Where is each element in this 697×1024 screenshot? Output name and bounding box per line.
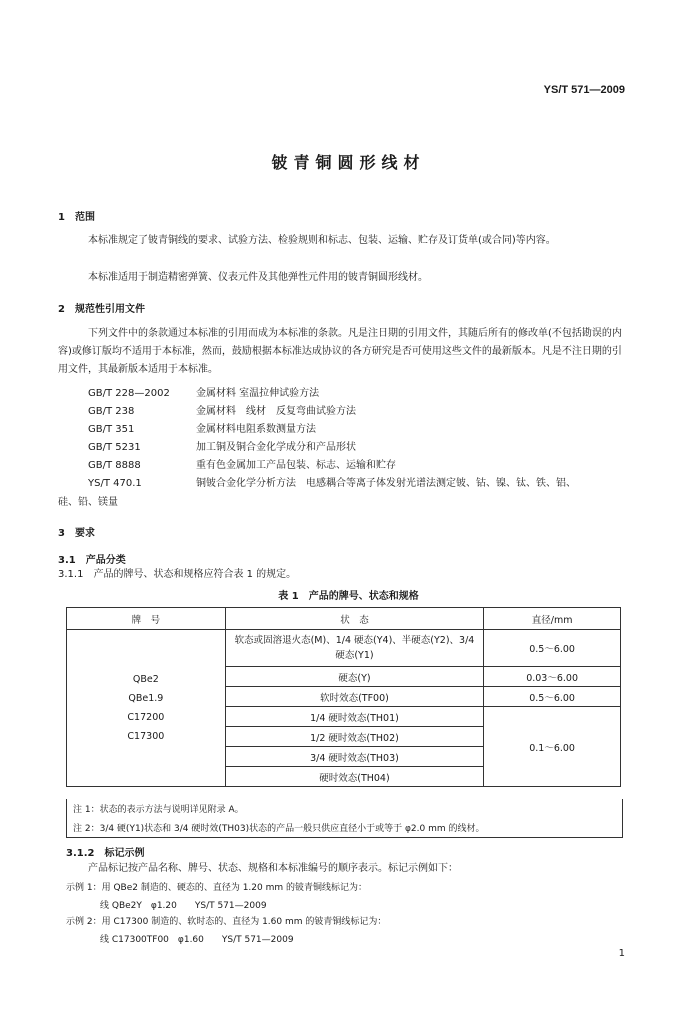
state-cell: 3/4 硬时效态(TH03) (225, 747, 484, 767)
page-title: 铍青铜圆形线材 (271, 153, 426, 172)
example-2: 示例 2：用 C17300 制造的、软时态的、直径为 1.60 mm 的铍青铜线标记为： (66, 917, 387, 927)
reference-name: 加工铜及铜合金化学成分和产品形状 (196, 442, 356, 453)
reference-name: 金属材料 线材 反复弯曲试验方法 (196, 406, 356, 417)
table-note-1: 注 1：状态的表示方法与说明详见附录 A。 (73, 805, 244, 815)
table-row (67, 630, 621, 667)
section-heading-requirements: 3 要求 (58, 528, 95, 539)
reference-code: GB/T 5231 (88, 442, 141, 453)
table-header-row (67, 608, 621, 630)
diameter-cell: 0.03～6.00 (484, 667, 621, 687)
reference-code: GB/T 238 (88, 406, 135, 417)
scope-paragraph-1: 本标准规定了铍青铜线的要求、试验方法、检验规则和标志、包装、运输、贮存及订货单(或合同)等内容。 (88, 235, 556, 246)
section-heading-scope: 1 范围 (58, 212, 95, 223)
subsection-heading-classification: 3.1 产品分类 (58, 555, 126, 566)
reference-name: 重有色金属加工产品包装、标志、运输和贮存 (196, 460, 396, 471)
section-heading-references: 2 规范性引用文件 (58, 304, 145, 315)
subsection-text-3-1-1: 3.1.1 产品的牌号、状态和规格应符合表 1 的规定。 (58, 569, 297, 580)
reference-item (88, 420, 316, 435)
reference-name: 铜铍合金化学分析方法 电感耦合等离子体发射光谱法测定铍、钴、镍、钛、铁、铝、 (196, 478, 576, 489)
state-cell: 1/2 硬时效态(TH02) (225, 727, 484, 747)
diameter-cell: 0.5～6.00 (484, 687, 621, 707)
subsection-heading-marking: 3.1.2 标记示例 (66, 848, 145, 859)
reference-code: YS/T 470.1 (88, 478, 142, 489)
grade-item: QBe1.9 (128, 693, 164, 704)
state-cell: 硬态(Y) (225, 667, 484, 687)
reference-code: GB/T 228—2002 (88, 388, 170, 399)
state-cell: 软态或固溶退火态(M)、1/4 硬态(Y4)、半硬态(Y2)、3/4 硬态(Y1) (225, 630, 484, 667)
table-notes (66, 799, 623, 838)
marking-paragraph: 产品标记按产品名称、牌号、状态、规格和本标准编号的顺序表示。标记示例如下： (88, 863, 458, 874)
reference-item (88, 438, 356, 453)
table-note-2: 注 2：3/4 硬(Y1)状态和 3/4 硬时效(TH03)状态的产品一般只供应直径小于或等于 φ2.0 mm 的线材。 (73, 824, 485, 834)
grade-item: C17300 (127, 731, 165, 742)
grade-item: QBe2 (132, 674, 159, 685)
reference-item (88, 456, 396, 471)
header-state: 状 态 (225, 608, 484, 630)
references-paragraph: 下列文件中的条款通过本标准的引用而成为本标准的条款。凡是注日期的引用文件，其随后所有的修改单(不包括勘误的内容)或修订版均不适用于本标准，然而，鼓励根据本标准达成协议的各方研究是否可使用这些文件的最新版本。凡是不注日期的引用文件，其最新版本适用于本标准。 (58, 328, 622, 375)
page-number: 1 (618, 948, 625, 959)
diameter-cell: 0.5～6.00 (484, 630, 621, 667)
product-table (66, 607, 621, 787)
reference-item (88, 474, 576, 489)
reference-item (88, 384, 319, 399)
grades-cell (67, 630, 226, 787)
state-cell: 1/4 硬时效态(TH01) (225, 707, 484, 727)
reference-name: 金属材料电阻系数测量方法 (196, 424, 316, 435)
example-1-mark: 线 QBe2Y φ1.20 YS/T 571—2009 (100, 901, 267, 911)
state-cell: 硬时效态(TH04) (225, 767, 484, 787)
header-grade: 牌 号 (67, 608, 226, 630)
header-diameter: 直径/mm (484, 608, 621, 630)
reference-code: GB/T 8888 (88, 460, 141, 471)
table-caption: 表 1 产品的牌号、状态和规格 (278, 591, 419, 602)
grade-item: C17200 (127, 712, 165, 723)
scope-paragraph-2: 本标准适用于制造精密弹簧、仪表元件及其他弹性元件用的铍青铜圆形线材。 (88, 272, 428, 283)
reference-code: GB/T 351 (88, 424, 135, 435)
reference-continuation: 硅、铅、镁量 (58, 497, 118, 508)
reference-name: 金属材料 室温拉伸试验方法 (196, 388, 320, 399)
state-cell: 软时效态(TF00) (225, 687, 484, 707)
example-2-mark: 线 C17300TF00 φ1.60 YS/T 571—2009 (100, 935, 294, 945)
diameter-cell: 0.1～6.00 (484, 707, 621, 787)
example-1: 示例 1：用 QBe2 制造的、硬态的、直径为 1.20 mm 的铍青铜线标记为： (66, 883, 367, 893)
reference-item (88, 402, 356, 417)
standard-code: YS/T 571—2009 (543, 84, 625, 96)
